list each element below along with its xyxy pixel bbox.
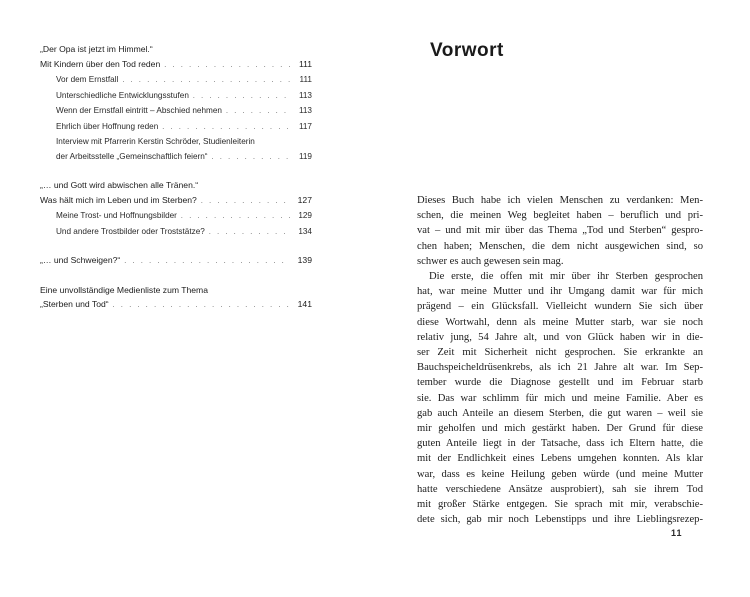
body-line: relativ jung, 54 Jahre alt, und von Glück haben wir in die- [417,331,703,343]
body-line: Die erste, die offen mit mir über ihr Sterben gesprochen [429,271,703,283]
right-page [375,0,750,597]
body-line: hatte verschiedene Ansätze ausprobiert), sah sie ihrem Tod [417,483,703,495]
toc-subentry [40,150,312,166]
body-line: hat, war meine Mutter und ihr Umgang damit war für mich [417,286,703,298]
dot-leader [209,226,290,241]
dot-leader [162,121,290,136]
body-line: mit der Endlichkeit eines Lebens umgehen konnten. Als klar [417,453,703,465]
body-line: schen, die meinen Weg begleitet haben – beruflich und pri- [417,210,703,222]
toc-page-number: 119 [298,151,312,161]
body-line: prägend – ein Glücksfall. Vielleicht wundern Sie sich über [417,301,703,313]
toc-entry [40,193,312,210]
dot-leader [193,90,290,105]
toc-page-number: 129 [298,211,312,220]
body-line: vat – und mit mir über das Thema „Tod und Sterben“ gespro- [417,225,703,237]
body-line: tember wurde die Diagnose gestellt und im Februar starb [417,377,703,389]
toc-subentry [40,135,312,150]
dot-leader [124,255,290,270]
toc-entry-text: „Sterben und Tod“ [40,299,109,309]
toc-entry [40,57,312,74]
toc-page-number: 111 [299,75,312,84]
dot-leader [164,59,290,74]
toc-entry [40,42,312,57]
body-line: sie. Das war schlimm für mich und meine Familie. Aber es [417,392,703,404]
dot-leader [113,299,290,314]
page-number: 11 [671,528,683,538]
body-line: guten Anteile liegt in der Tatsache, dass ich Eltern hatte, die [417,438,703,450]
toc-entry-text: Was hält mich im Leben und im Sterben? [40,194,197,205]
toc-group [40,42,312,165]
dot-leader [212,151,290,166]
toc-entry-text: Unterschiedliche Entwicklungsstufen [56,90,189,100]
body-line: schwer es auch gewesen sein mag. [417,255,564,267]
toc-entry [40,253,312,270]
toc-entry-text: Mit Kindern über den Tod reden [40,58,161,69]
toc-subentry [40,73,312,89]
dot-leader [181,210,290,225]
toc-entry [40,283,312,298]
body-line: ser Zeit mit Sicherheit nicht gesprochen. Sie erkrankte an [417,347,703,359]
toc-group [40,253,312,270]
toc-page-number: 141 [297,299,312,309]
table-of-contents [40,42,312,327]
toc-entry [40,297,312,314]
toc-entry-text: Eine unvollständige Medienliste zum Thema [40,284,208,295]
body-line: gab auch Anteile an diesem Sterben, die gut waren – weil sie [417,407,703,419]
toc-entry-text: Ehrlich über Hoffnung reden [56,121,159,131]
toc-page-number: 139 [297,255,312,265]
toc-page-number: 113 [298,90,312,100]
toc-subentry [40,209,312,225]
body-line: mir geholfen und mich gestärkt haben. Der Grund für diese [417,423,703,435]
body-line: diese Wortwahl, denn als meine Mutter starb, war sie noch [417,316,703,328]
body-line: chen haben; Menschen, die dem nicht ausgewichen sind, so [417,240,703,252]
dot-leader [226,105,290,120]
toc-page-number: 127 [297,194,312,205]
dot-leader [201,195,290,210]
toc-entry-text: „… und Schweigen?“ [40,255,121,265]
toc-entry [40,178,312,193]
toc-entry-text: der Arbeitsstelle „Gemeinschaftlich feiern“ [56,151,208,161]
toc-entry-text: Vor dem Ernstfall [56,75,119,84]
toc-entry-text: Interview mit Pfarrerin Kerstin Schröder, Studienleiterin [56,137,255,146]
toc-entry-text: Wenn der Ernstfall eintritt – Abschied nehmen [56,106,222,115]
toc-group [40,283,312,314]
toc-page-number: 117 [298,121,312,131]
body-line: mit großer Stärke entgegen. Sie sprach mit mir, verabschie- [417,499,703,511]
toc-subentry [40,104,312,120]
toc-entry-text: „… und Gott wird abwischen alle Tränen.“ [40,180,199,190]
body-line: war, dass es keine Heilung geben würde (und meine Mutter [417,468,703,480]
body-line: Bauchspeicheldrüsenkrebs, als ich 21 Jahre alt war. Im Sep- [417,362,703,374]
toc-subentry [40,225,312,241]
toc-subentry [40,120,312,136]
dot-leader [122,74,290,89]
toc-group [40,178,312,240]
toc-entry-text: Meine Trost- und Hoffnungsbilder [56,211,177,220]
toc-entry-text: Und andere Trostbilder oder Troststätze? [56,226,205,236]
toc-entry-text: „Der Opa ist jetzt im Himmel.“ [40,44,153,54]
toc-page-number: 111 [298,58,312,69]
toc-subentry [40,89,312,105]
body-line: dete sich, gab mir noch Lebenstipps und ihre Lieblingsrezep- [417,514,703,526]
body-line: Dieses Buch habe ich vielen Menschen zu verdanken: Men- [417,195,703,206]
toc-page-number: 134 [298,226,312,236]
chapter-title: Vorwort [430,40,504,61]
toc-page-number: 113 [298,106,312,115]
body-text [417,193,703,527]
